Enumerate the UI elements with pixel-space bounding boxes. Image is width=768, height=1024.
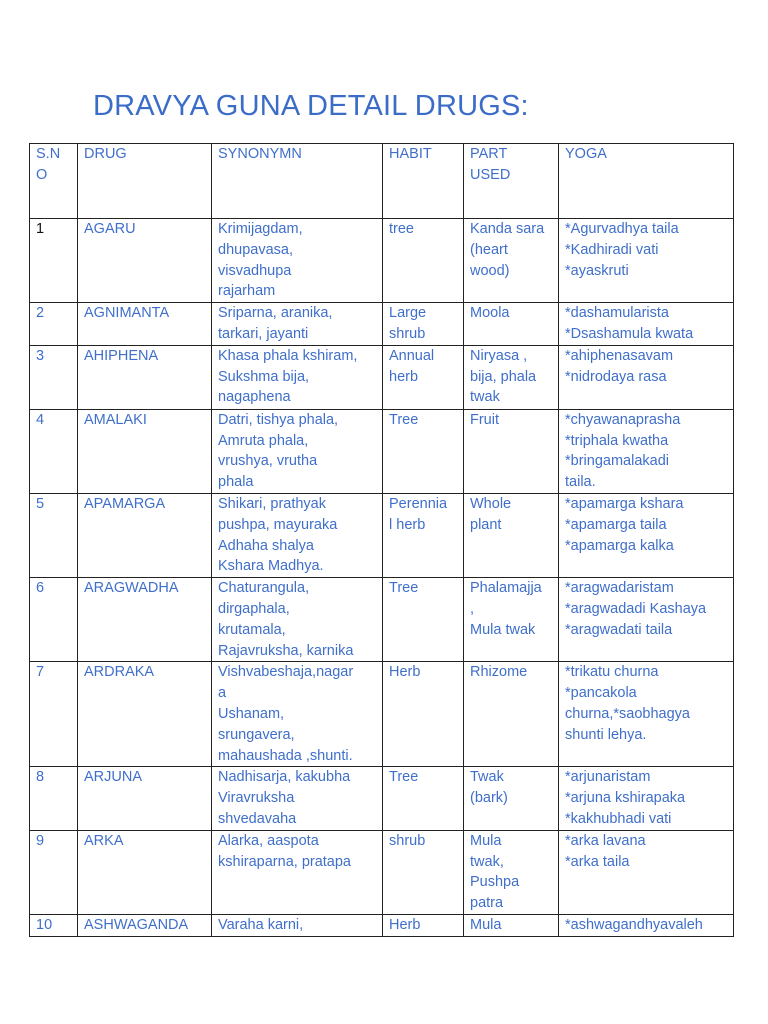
table-row <box>30 219 734 303</box>
cell-synonym: Khasa phala kshiram, Sukshma bija, nagaphena <box>212 345 383 409</box>
cell-drug: ARJUNA <box>78 767 212 830</box>
cell-sno: 7 <box>30 662 78 767</box>
cell-sno: 10 <box>30 914 78 936</box>
table-body <box>30 219 734 937</box>
cell-drug: ARAGWADHA <box>78 578 212 662</box>
cell-part-used: Phalamajja , Mula twak <box>464 578 559 662</box>
cell-synonym: Nadhisarja, kakubha Viravruksha shvedavaha <box>212 767 383 830</box>
cell-part-used: Rhizome <box>464 662 559 767</box>
cell-habit: Tree <box>383 409 464 493</box>
cell-drug: AMALAKI <box>78 409 212 493</box>
cell-habit: Perennia l herb <box>383 493 464 577</box>
cell-habit: Herb <box>383 914 464 936</box>
cell-synonym: Krimijagdam, dhupavasa, visvadhupa rajarham <box>212 219 383 303</box>
table-row <box>30 409 734 493</box>
cell-yoga: *chyawanaprasha *triphala kwatha *bringamalakadi taila. <box>559 409 734 493</box>
cell-part-used: Mula <box>464 914 559 936</box>
cell-yoga: *ahiphenasavam *nidrodaya rasa <box>559 345 734 409</box>
cell-sno: 1 <box>30 219 78 303</box>
cell-yoga: *apamarga kshara *apamarga taila *apamarga kalka <box>559 493 734 577</box>
header-synonym: SYNONYMN <box>212 144 383 219</box>
cell-part-used: Niryasa , bija, phala twak <box>464 345 559 409</box>
table-row <box>30 578 734 662</box>
table-row <box>30 662 734 767</box>
cell-yoga: *aragwadaristam *aragwadadi Kashaya *aragwadati taila <box>559 578 734 662</box>
header-yoga: YOGA <box>559 144 734 219</box>
cell-drug: AGNIMANTA <box>78 303 212 346</box>
cell-synonym: Varaha karni, <box>212 914 383 936</box>
cell-habit: Tree <box>383 578 464 662</box>
header-drug: DRUG <box>78 144 212 219</box>
cell-drug: ARDRAKA <box>78 662 212 767</box>
header-sno: S.N O <box>30 144 78 219</box>
cell-part-used: Whole plant <box>464 493 559 577</box>
cell-habit: Large shrub <box>383 303 464 346</box>
table-row <box>30 303 734 346</box>
cell-yoga: *dashamularista *Dsashamula kwata <box>559 303 734 346</box>
cell-part-used: Fruit <box>464 409 559 493</box>
table-row <box>30 914 734 936</box>
cell-synonym: Chaturangula, dirgaphala, krutamala, Rajavruksha, karnika <box>212 578 383 662</box>
cell-habit: Annual herb <box>383 345 464 409</box>
cell-yoga: *ashwagandhyavaleh <box>559 914 734 936</box>
cell-sno: 3 <box>30 345 78 409</box>
cell-yoga: *Agurvadhya taila *Kadhiradi vati *ayaskruti <box>559 219 734 303</box>
cell-sno: 6 <box>30 578 78 662</box>
table-row <box>30 345 734 409</box>
cell-drug: APAMARGA <box>78 493 212 577</box>
cell-habit: shrub <box>383 830 464 914</box>
cell-yoga: *arjunaristam *arjuna kshirapaka *kakhubhadi vati <box>559 767 734 830</box>
page-title: DRAVYA GUNA DETAIL DRUGS: <box>93 90 529 122</box>
table-row <box>30 767 734 830</box>
cell-part-used: Twak (bark) <box>464 767 559 830</box>
cell-drug: ARKA <box>78 830 212 914</box>
cell-synonym: Shikari, prathyak pushpa, mayuraka Adhaha shalya Kshara Madhya. <box>212 493 383 577</box>
cell-sno: 5 <box>30 493 78 577</box>
cell-habit: Tree <box>383 767 464 830</box>
cell-habit: Herb <box>383 662 464 767</box>
cell-part-used: Mula twak, Pushpa patra <box>464 830 559 914</box>
cell-synonym: Datri, tishya phala, Amruta phala, vrushya, vrutha phala <box>212 409 383 493</box>
cell-drug: AHIPHENA <box>78 345 212 409</box>
cell-habit: tree <box>383 219 464 303</box>
cell-sno: 2 <box>30 303 78 346</box>
cell-sno: 8 <box>30 767 78 830</box>
cell-synonym: Vishvabeshaja,nagar a Ushanam, srungavera, mahaushada ,shunti. <box>212 662 383 767</box>
cell-sno: 9 <box>30 830 78 914</box>
cell-part-used: Moola <box>464 303 559 346</box>
cell-sno: 4 <box>30 409 78 493</box>
drug-table <box>29 143 734 937</box>
table-row <box>30 830 734 914</box>
table-header-row <box>30 144 734 219</box>
cell-yoga: *trikatu churna *pancakola churna,*saobhagya shunti lehya. <box>559 662 734 767</box>
cell-drug: ASHWAGANDA <box>78 914 212 936</box>
cell-synonym: Alarka, aaspota kshiraparna, pratapa <box>212 830 383 914</box>
cell-yoga: *arka lavana *arka taila <box>559 830 734 914</box>
cell-synonym: Sriparna, aranika, tarkari, jayanti <box>212 303 383 346</box>
header-habit: HABIT <box>383 144 464 219</box>
cell-drug: AGARU <box>78 219 212 303</box>
header-part-used: PART USED <box>464 144 559 219</box>
cell-part-used: Kanda sara (heart wood) <box>464 219 559 303</box>
table-row <box>30 493 734 577</box>
